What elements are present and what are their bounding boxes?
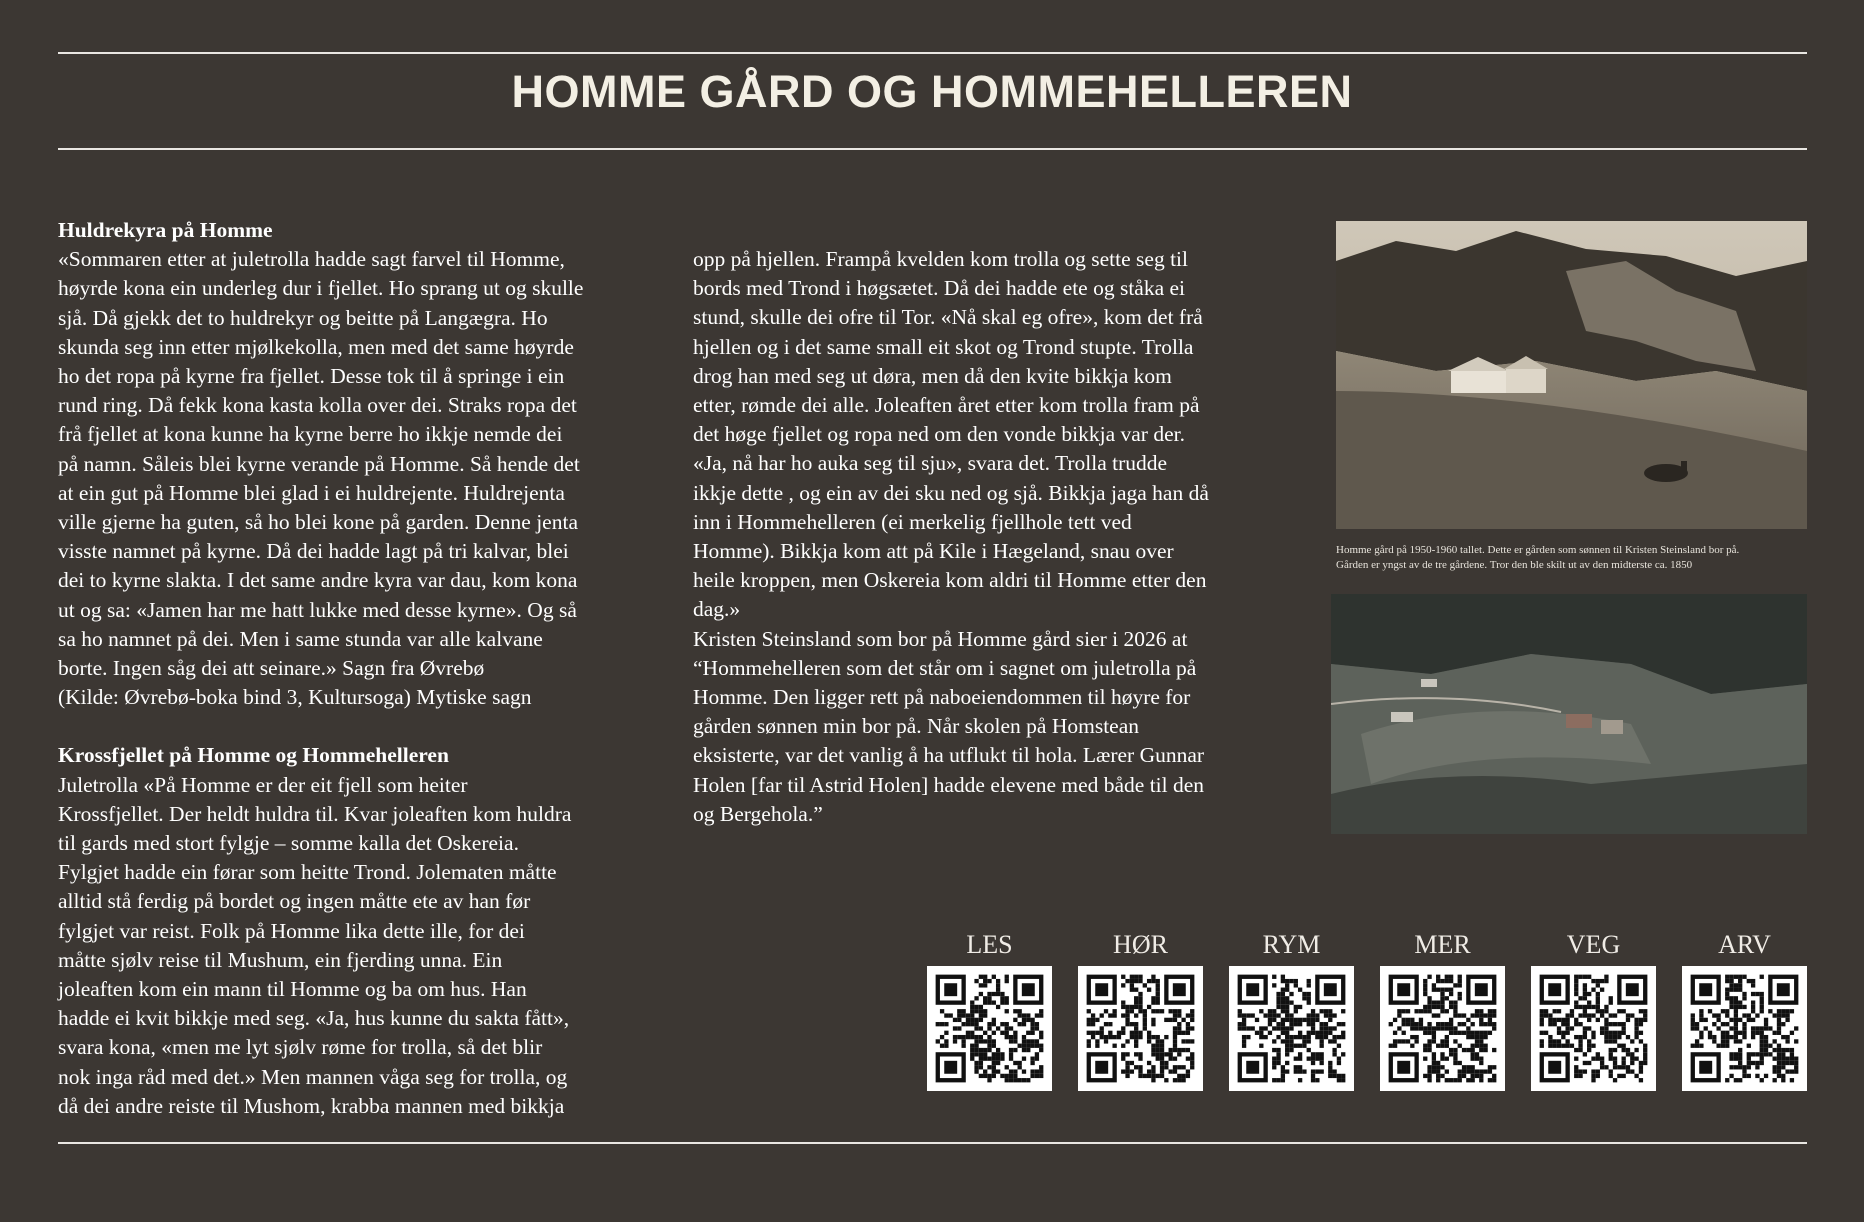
qr-code-2[interactable] [1229,930,1354,1091]
bottom-rule [58,1142,1807,1144]
text-column-left [58,216,658,1121]
farm-photo-sepia [1336,221,1807,529]
page-title: HOMME GÅRD OG HOMMEHELLEREN [511,66,1353,117]
text-column-middle [693,245,1293,829]
qr-code-icon[interactable] [1380,966,1505,1091]
qr-code-5[interactable] [1682,930,1807,1091]
qr-code-0[interactable] [927,930,1052,1091]
qr-code-icon[interactable] [1531,966,1656,1091]
section-heading-krossfjellet: Krossfjellet på Homme og Hommehelleren [58,743,449,768]
qr-label: VEG [1566,930,1621,959]
top-rule [58,52,1807,54]
qr-label: MER [1414,930,1471,959]
aerial-farm-photo [1331,594,1807,834]
section-body-krossfjellet: Juletrolla «På Homme er der eit fjell som heiter Krossfjellet. Der heldt huldra til. Kvar joleaften kom huldra til gards med stort fylgje – somme kalla det Oskereia. Fylgjet hadde ein førar som heitte Trond. Jolematen måtte alltid stå ferdig på bordet og ingen måtte ete av han før fylgjet var reist. Folk på Homme lika dette ille, for dei måtte sjølv reise til Mushum, ein fjerding unna. Ein joleaften kom ein mann til Homme og ba om hus. Han hadde ei kvit bikkje med seg. «Ja, hus kunne du sakta fått», svara kona, «men me lyt sjølv røme for trolla, så det blir nok inga råd med det.» Men mannen våga seg for trolla, og då dei andre reiste til Mushom, krabba mannen med bikkja [58,772,572,1118]
qr-code-icon[interactable] [1229,966,1354,1091]
qr-label: LES [966,930,1013,959]
qr-code-3[interactable] [1380,930,1505,1091]
photo-caption: Homme gård på 1950-1960 tallet. Dette er gården som sønnen til Kristen Steinsland bor på. Gården er yngst av de tre gårdene. Tror den ble skilt ut av den midterste ca. 1850 [1336,544,1740,571]
steinsland-quote: Kristen Steinsland som bor på Homme gård sier i 2026 at “Hommehelleren som det står om i sagnet om juletrolla på Homme. Den ligger rett på naboeiendommen til høyre for gården sønnen min bor på. Når skolen på Homstean eksisterte, var det vanlig å ha utflukt til hola. Lærer Gunnar Holen [far til Astrid Holen] hadde elevene med både til den og Bergehola.” [693,626,1205,826]
qr-code-icon[interactable] [1078,966,1203,1091]
section-heading-huldrekyra: Huldrekyra på Homme [58,218,273,242]
qr-code-4[interactable] [1531,930,1656,1091]
qr-label: RYM [1262,930,1321,959]
title-underline [58,148,1807,150]
story-continuation: opp på hjellen. Frampå kvelden kom trolla og sette seg til bords med Trond i høgsætet. Då dei hadde ete og ståka ei stund, skulle dei ofre til Tor. «Nå skal eg ofre», kom det frå hjellen og i det same small eit skot og Trond stupte. Trolla drog han med seg ut døra, men då den kvite bikkja kom etter, rømde dei alle. Joleaften året etter kom trolla fram på det høge fjellet og ropa ned om den vonde bikkja var der. «Ja, nå har ho auka seg til sju», svara det. Trolla trudde ikkje dette , og ein av dei sku ned og sjå. Bikkja jaga han då inn i Hommehelleren (ei merkelig fjellhole tett ved Homme). Bikkja kom att på Kile i Hægeland, snau over heile kroppen, men Oskereia kom aldri til Homme etter den dag.» [693,247,1209,622]
qr-code-icon[interactable] [927,966,1052,1091]
qr-code-icon[interactable] [1682,966,1807,1091]
qr-code-1[interactable] [1078,930,1203,1091]
section-body-huldrekyra: «Sommaren etter at juletrolla hadde sagt farvel til Homme, høyrde kona ein underleg dur i fjellet. Ho sprang ut og skulle sjå. Då gjekk det to huldrekyr og beitte på Langægra. Ho skunda seg inn etter mjølkekolla, men med det same høyrde ho det ropa på kyrne fra fjellet. Desse tok til å springe i ein rund ring. Då fekk kona kasta kolla over dei. Straks ropa det frå fjellet at kona kunne ha kyrne berre ho ikkje nemde dei på namn. Såleis blei kyrne verande på Homme. Så hende det at ein gut på Homme blei glad i ei huldrejente. Huldrejenta ville gjerne ha guten, så ho blei kone på garden. Denne jenta visste namnet på kyrne. Då dei hadde lagt på tri kalvar, blei dei to kyrne slakta. I det same andre kyra var dau, kom kona ut og sa: «Jamen har me hatt lukke med desse kyrne». Og så sa ho namnet på dei. Men i same stunda var alle kalvane borte. Ingen såg dei att seinare.» Sagn fra Øvrebø (Kilde: Øvrebø-boka bind 3, Kultursoga) Mytiske sagn [58,247,584,710]
qr-label: HØR [1113,930,1168,959]
qr-label: ARV [1718,930,1771,959]
